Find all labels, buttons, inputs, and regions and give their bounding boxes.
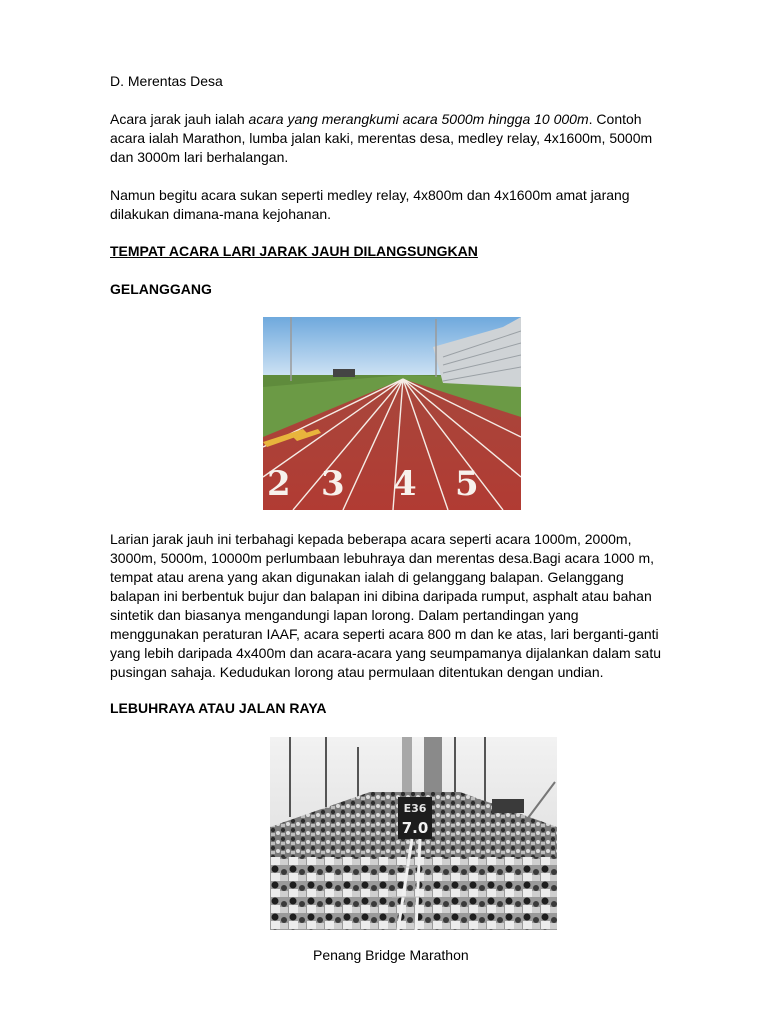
heading-lebuhraya: LEBUHRAYA ATAU JALAN RAYA [110, 700, 327, 716]
bridge-caption: Penang Bridge Marathon [313, 947, 469, 963]
distance-sign-top: E36 [403, 802, 427, 815]
intro-text-italic: acara yang merangkumi acara 5000m hingga 10 000m [248, 111, 589, 127]
lane-number-5: 5 [455, 464, 479, 504]
bridge-marathon-photo [270, 737, 557, 930]
distance-sign-bottom: 7.0 [401, 819, 429, 837]
heading-gelanggang: GELANGGANG [110, 281, 212, 297]
section-title: D. Merentas Desa [110, 73, 223, 89]
paragraph-note: Namun begitu acara sukan seperti medley relay, 4x800m dan 4x1600m amat jarang dilakukan dimana-mana kejohanan. [110, 187, 630, 222]
lane-number-2: 2 [267, 464, 291, 504]
paragraph-intro [110, 110, 670, 167]
track-photo [263, 317, 521, 510]
lane-number-3: 3 [321, 464, 345, 504]
lane-number-4: 4 [393, 464, 417, 504]
heading-venue: TEMPAT ACARA LARI JARAK JAUH DILANGSUNGKAN [110, 243, 478, 259]
intro-text-end: . Contoh acara ialah Marathon, lumba jalan kaki, merentas desa, medley relay, 4x1600m, 5000m dan 3000m lari berhalangan. [110, 111, 653, 165]
paragraph-gelanggang: Larian jarak jauh ini terbahagi kepada beberapa acara seperti acara 1000m, 2000m, 3000m, 5000m, 10000m perlumbaan lebuhraya dan merentas desa.Bagi acara 1000 m, tempat atau arena yang akan digunakan ialah di gelanggang balapan. Gelanggang balapan ini berbentuk bujur dan balapan ini dibina daripada rumput, asphalt atau bahan sintetik dan biasanya mengandungi lapan lorong. Dalam pertandingan yang menggunakan peraturan IAAF, acara seperti acara 800 m dan ke atas, lari berganti-ganti yang lebih daripada 4x400m dan acara-acara yang seumpamanya dijalankan dalam satu pusingan sahaja. Kedudukan lorong atau permulaan ditentukan dengan undian. [110, 531, 662, 680]
intro-text-start: Acara jarak jauh ialah [110, 111, 249, 127]
